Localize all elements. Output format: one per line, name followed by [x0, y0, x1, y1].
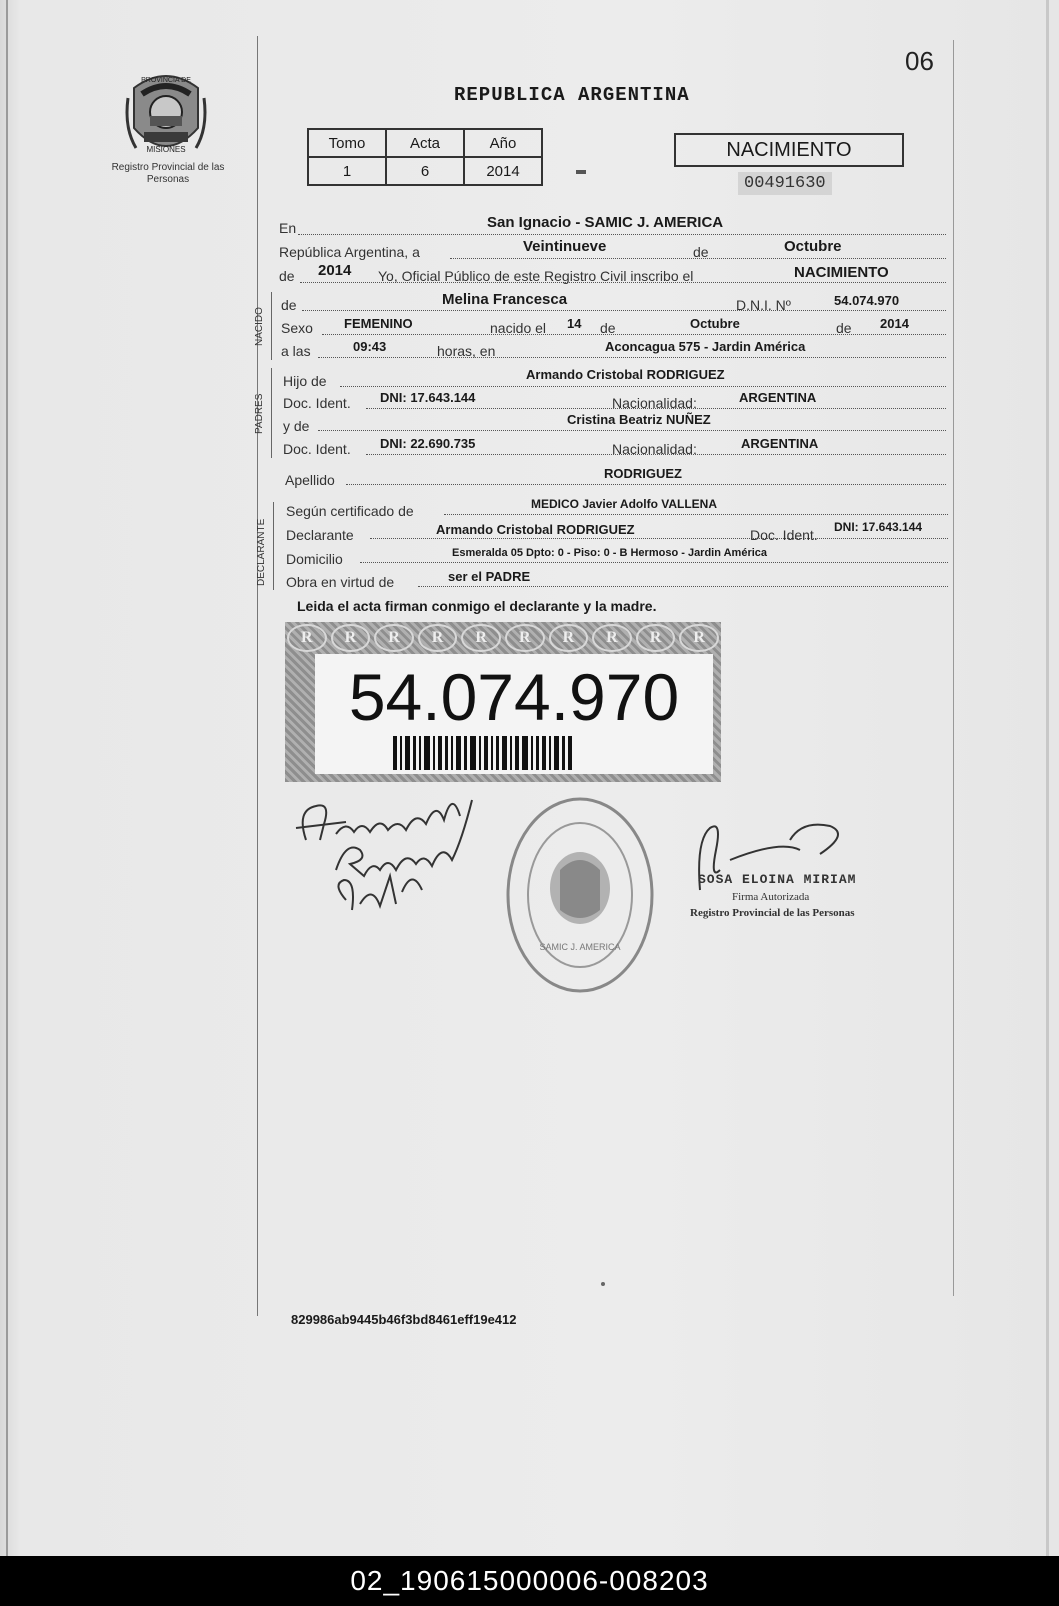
sticker-ring: R	[287, 624, 327, 652]
label-nacido-el: nacido el	[490, 320, 547, 336]
father-nationality-value: ARGENTINA	[739, 390, 817, 405]
dni-sticker	[285, 622, 721, 782]
child-dni-value: 54.074.970	[834, 293, 900, 308]
label-yo-oficial: Yo, Oficial Público de este Registro Civil inscribo el	[378, 268, 694, 284]
label-hijo-de: Hijo de	[283, 373, 327, 389]
label-doc-ident: Doc. Ident.	[283, 395, 351, 411]
sticker-dni-number: 54.074.970	[348, 660, 680, 734]
side-label-padres: PADRES	[254, 393, 265, 434]
dotted-line	[340, 386, 946, 387]
act-number: 00491630	[738, 172, 832, 195]
sticker-ring: R	[549, 624, 589, 652]
logo-banner-text: PROVINCIA DE	[141, 77, 191, 84]
label-republica: República Argentina, a	[279, 244, 420, 260]
label-doc-ident: Doc. Ident.	[283, 441, 351, 457]
sticker-ring: R	[331, 624, 371, 652]
dotted-line	[302, 310, 946, 311]
label-de: de	[693, 244, 709, 260]
dotted-line	[322, 334, 946, 335]
official-seal	[500, 790, 660, 1000]
page-edge-left	[6, 0, 8, 1556]
sticker-ring-strip	[285, 622, 721, 650]
officer-organization: Registro Provincial de las Personas	[690, 907, 855, 919]
margin-rule-right	[953, 40, 954, 1296]
dotted-line	[298, 234, 946, 235]
label-de: de	[836, 320, 852, 336]
declarant-signature	[276, 780, 496, 940]
sticker-ring: R	[636, 624, 676, 652]
logo-caption: Registro Provincial de las Personas	[111, 162, 225, 185]
dotted-line	[418, 586, 948, 587]
father-name-value: Armando Cristobal RODRIGUEZ	[526, 367, 725, 382]
margin-rule-left	[257, 36, 258, 1316]
section-rule-padres	[271, 368, 272, 458]
birth-year-value: 2014	[880, 316, 909, 331]
barcode	[393, 736, 653, 770]
father-doc-value: DNI: 17.643.144	[380, 390, 476, 405]
label-doc-ident: Doc. Ident.	[750, 527, 818, 543]
mother-doc-value: DNI: 22.690.735	[380, 436, 476, 451]
mother-name-value: Cristina Beatriz NUÑEZ	[567, 412, 711, 427]
mother-nationality-value: ARGENTINA	[741, 436, 819, 451]
label-segun-certificado: Según certificado de	[286, 503, 414, 519]
by-virtue-value: ser el PADRE	[448, 569, 531, 584]
document-hash: 829986ab9445b46f3bd8461eff19e412	[291, 1312, 517, 1327]
birth-month-value: Octubre	[690, 316, 740, 331]
header-tomo: Tomo	[308, 129, 386, 157]
value-acta: 6	[386, 157, 464, 185]
day-words-value: Veintinueve	[523, 238, 607, 255]
header-ano: Año	[464, 129, 542, 157]
table-row	[308, 129, 542, 157]
address-value: Esmeralda 05 Dpto: 0 - Piso: 0 - B Hermoso - Jardin América	[452, 547, 768, 559]
side-label-nacido: NACIDO	[254, 307, 265, 346]
birth-time-value: 09:43	[353, 339, 387, 354]
label-nacionalidad: Nacionalidad:	[612, 441, 697, 457]
seal-text: SAMIC J. AMERICA	[539, 942, 621, 952]
value-ano: 2014	[464, 157, 542, 185]
sticker-panel	[315, 654, 713, 774]
label-declarante: Declarante	[286, 527, 354, 543]
year-value: 2014	[318, 262, 352, 279]
logo-bottom-text: MISIONES	[146, 145, 186, 154]
sex-value: FEMENINO	[344, 316, 413, 331]
coat-of-arms-logo	[124, 68, 208, 162]
certificate-value: MEDICO Javier Adolfo VALLENA	[531, 497, 718, 511]
scan-id-footer: 02_190615000006-008203	[0, 1556, 1059, 1606]
ink-mark	[576, 170, 586, 174]
dotted-line	[346, 484, 946, 485]
page-edge-right	[1046, 0, 1049, 1556]
officer-signature	[690, 820, 870, 900]
page-number: 06	[905, 46, 934, 76]
section-rule-nacido	[271, 292, 272, 360]
label-obra-en-virtud: Obra en virtud de	[286, 574, 395, 590]
sticker-ring: R	[374, 624, 414, 652]
act-kind-value: NACIMIENTO	[794, 264, 889, 281]
sticker-ring: R	[461, 624, 501, 652]
label-y-de: y de	[283, 418, 310, 434]
place-value: San Ignacio - SAMIC J. AMERICA	[487, 214, 724, 231]
header-acta: Acta	[386, 129, 464, 157]
label-sexo: Sexo	[281, 320, 313, 336]
declarant-doc-value: DNI: 17.643.144	[834, 520, 923, 534]
dotted-line	[360, 562, 948, 563]
document-title: REPUBLICA ARGENTINA	[454, 84, 690, 106]
table-row	[308, 157, 542, 185]
officer-role: Firma Autorizada	[732, 891, 810, 903]
side-label-declarante: DECLARANTE	[256, 518, 267, 586]
sticker-ring: R	[505, 624, 545, 652]
officer-name: SOSA ELOINA MIRIAM	[698, 872, 857, 887]
label-horas-en: horas, en	[437, 343, 496, 359]
dotted-line	[444, 514, 948, 515]
month-value: Octubre	[784, 238, 842, 255]
birth-day-value: 14	[567, 316, 582, 331]
declarant-value: Armando Cristobal RODRIGUEZ	[436, 522, 635, 537]
closing-statement: Leida el acta firman conmigo el declarante y la madre.	[297, 598, 657, 614]
label-de: de	[600, 320, 616, 336]
ink-dot	[601, 1282, 605, 1286]
birth-place-value: Aconcagua 575 - Jardin América	[605, 339, 806, 354]
label-de: de	[279, 268, 295, 284]
label-nacionalidad: Nacionalidad:	[612, 395, 697, 411]
label-en: En	[279, 220, 297, 236]
section-rule-declarante	[273, 502, 274, 590]
label-apellido: Apellido	[285, 472, 335, 488]
label-de: de	[281, 297, 297, 313]
value-tomo: 1	[308, 157, 386, 185]
label-domicilio: Domicilio	[286, 551, 343, 567]
surname-value: RODRIGUEZ	[604, 466, 682, 481]
registry-table	[307, 128, 543, 186]
sticker-ring: R	[679, 624, 719, 652]
label-a-las: a las	[281, 343, 311, 359]
sticker-ring: R	[592, 624, 632, 652]
dotted-line	[370, 538, 948, 539]
label-dni: D.N.I. Nº	[736, 297, 791, 313]
child-name-value: Melina Francesca	[442, 291, 568, 308]
act-type-box: NACIMIENTO	[674, 133, 904, 167]
sticker-ring: R	[418, 624, 458, 652]
dotted-line	[318, 430, 946, 431]
dotted-line	[318, 357, 946, 358]
